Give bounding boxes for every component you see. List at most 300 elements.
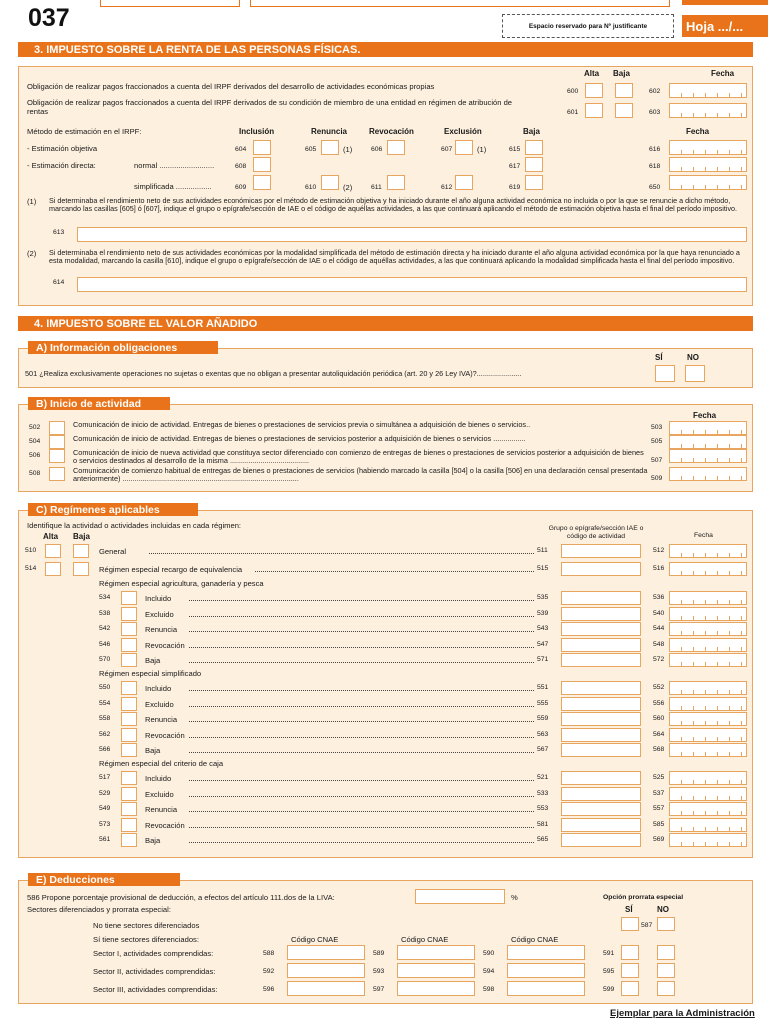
b-code-508: 508	[29, 470, 41, 477]
code-608: 608	[235, 163, 247, 170]
top-field-left	[100, 0, 240, 7]
date-field-540[interactable]	[669, 607, 747, 621]
activity-field-547[interactable]	[561, 638, 641, 652]
checkbox-538[interactable]	[121, 607, 137, 621]
activity-field-515[interactable]	[561, 562, 641, 576]
c-label-573: Revocación	[145, 820, 185, 830]
date-field-548[interactable]	[669, 638, 747, 652]
b-text-502: Comunicación de inicio de actividad. Entregas de bienes o prestaciones de servicios previa o simultánea a adquisición de bienes o servicios..	[73, 420, 531, 429]
a-si-header: SÍ	[655, 353, 663, 362]
activity-field-555[interactable]	[561, 697, 641, 711]
activity-field-571[interactable]	[561, 653, 641, 667]
col-fecha: Fecha	[711, 69, 735, 78]
code-650: 650	[649, 184, 661, 191]
c-code-536: 536	[653, 594, 665, 601]
col-baja: Baja	[613, 69, 630, 78]
c-code-521: 521	[537, 774, 549, 781]
c-code-511: 511	[537, 547, 548, 554]
code-596: 596	[263, 986, 275, 993]
b-fecha-header: Fecha	[693, 411, 717, 420]
date-field-507[interactable]	[669, 449, 747, 463]
activity-field-511[interactable]	[561, 544, 641, 558]
section-4-title: 4. IMPUESTO SOBRE EL VALOR AÑADIDO	[18, 316, 753, 331]
code-615: 615	[509, 146, 521, 153]
field-586-percent[interactable]	[415, 889, 505, 904]
c-code-537: 537	[653, 789, 665, 797]
checkbox-601[interactable]	[585, 103, 603, 118]
checkbox-591-si[interactable]	[621, 945, 639, 960]
checkbox-605[interactable]	[321, 140, 339, 155]
code-611: 611	[371, 184, 382, 191]
cnae-header-1: Código CNAE	[291, 935, 339, 944]
code-588: 588	[263, 950, 275, 957]
question-501: 501 ¿Realiza exclusivamente operaciones no sujetas o exentas que no obligan a presentar autoliquidación periódica (art. 20 y 26 Ley IVA)?......................	[25, 369, 522, 378]
code-598: 598	[483, 986, 495, 993]
code-606: 606	[371, 146, 383, 153]
c-leader-538	[189, 616, 534, 617]
cnae-field-589[interactable]	[397, 945, 475, 960]
checkbox-602-baja[interactable]	[615, 83, 633, 98]
e-si-header: SÍ	[625, 905, 633, 914]
field-613[interactable]	[77, 227, 747, 242]
checkbox-alta-510[interactable]	[45, 544, 61, 558]
col-fecha-method: Fecha	[686, 127, 710, 136]
mark-1-605: (1)	[343, 145, 353, 154]
code-609: 609	[235, 184, 247, 191]
c-code-567: 567	[537, 746, 549, 753]
iva-c-panel	[18, 510, 753, 858]
checkbox-619[interactable]	[525, 175, 543, 190]
obligation-1: Obligación de realizar pagos fraccionados a cuenta del IRPF derivados del desarrollo de actividades económicas propias	[27, 82, 435, 91]
sheet-label: Hoja .../...	[682, 15, 768, 37]
c-label-546: Revocación	[145, 640, 185, 650]
date-field-552[interactable]	[669, 681, 747, 695]
activity-field-581[interactable]	[561, 818, 641, 832]
checkbox-573[interactable]	[121, 818, 137, 832]
checkbox-566[interactable]	[121, 743, 137, 757]
date-field-602[interactable]	[669, 83, 747, 98]
code-614: 614	[53, 279, 65, 286]
c-code-569: 569	[653, 836, 665, 843]
b-code-504: 504	[29, 438, 41, 445]
c-fecha-header: Fecha	[694, 532, 713, 539]
c-alta-header: Alta	[43, 532, 59, 541]
cnae-field-596[interactable]	[287, 981, 365, 996]
c-leader-550	[189, 690, 534, 691]
checkbox-606[interactable]	[387, 140, 405, 155]
code-592: 592	[263, 968, 275, 975]
checkbox-alta-514[interactable]	[45, 562, 61, 576]
code-597: 597	[373, 986, 385, 993]
c-code-550: 550	[99, 684, 111, 691]
b-fcode-505: 505	[651, 438, 663, 445]
cnae-field-597[interactable]	[397, 981, 475, 996]
c-code-546: 546	[99, 640, 111, 648]
c-code-549: 549	[99, 805, 111, 812]
c-code-552: 552	[653, 684, 665, 691]
date-field-544[interactable]	[669, 622, 747, 636]
note-1: Si determinaba el rendimiento neto de sus actividades económicas por el método de estimación objetiva y ha iniciado durante el año alguna actividad económica no incluida o por la que se renuncie a dicho método, marcando las casillas [605] ó [607], indique el grupo o epígrafe/sección de IAE o el código de aquéllas actividades, a las que continuará aplicando el método de estimación objetiva hasta el final del período impositivo.	[49, 196, 738, 213]
code-601: 601	[567, 109, 579, 116]
top-field-right	[250, 0, 670, 7]
c-leader-510	[149, 553, 534, 554]
date-field-603[interactable]	[669, 103, 747, 118]
note-2: Si determinaba el rendimiento neto de sus actividades económicas por la modalidad simplificada del método de estimación directa y ha iniciado durante el año alguna actividad económica por la que haya renunciado a esta modalidad, marcando la casilla [610], indique el grupo o epígrafe/sección de IAE o el código de aquéllas actividades, a las que continuará aplicando la modalidad simplificada hasta el final del período impositivo.	[49, 248, 740, 265]
checkbox-599-no[interactable]	[657, 981, 675, 996]
cnae-field-592[interactable]	[287, 963, 365, 978]
a-no-header: NO	[687, 353, 699, 362]
checkbox-506[interactable]	[49, 449, 65, 463]
col-revocacion: Revocación	[369, 127, 414, 136]
checkbox-501-no[interactable]	[685, 365, 705, 382]
e-no-header: NO	[657, 905, 669, 914]
c-label-554: Excluido	[145, 699, 174, 709]
c-label-538: Excluido	[145, 609, 174, 619]
footer-copy-label: Ejemplar para la Administración	[610, 1008, 755, 1019]
code-604: 604	[235, 146, 247, 153]
c-label-534: Incluido	[145, 594, 172, 603]
checkbox-562[interactable]	[121, 728, 137, 742]
c-label-510: General	[99, 547, 127, 556]
date-field-572[interactable]	[669, 653, 747, 667]
c-code-542: 542	[99, 625, 111, 632]
c-leader-558	[189, 721, 534, 722]
c-code-571: 571	[537, 656, 549, 663]
checkbox-570[interactable]	[121, 653, 137, 667]
checkbox-591-no[interactable]	[657, 945, 675, 960]
iva-a-panel	[18, 348, 753, 388]
checkbox-542[interactable]	[121, 622, 137, 636]
cnae-field-590[interactable]	[507, 945, 585, 960]
col-renuncia: Renuncia	[311, 127, 348, 136]
b-fcode-509: 509	[651, 475, 663, 482]
checkbox-529[interactable]	[121, 787, 137, 801]
checkbox-baja-510[interactable]	[73, 544, 89, 558]
code-605: 605	[305, 146, 317, 153]
activity-field-559[interactable]	[561, 712, 641, 726]
c-code-557: 557	[653, 805, 665, 812]
c-code-570: 570	[99, 656, 111, 663]
code-618: 618	[649, 163, 661, 170]
c-leader-546	[189, 647, 534, 648]
c-code-517: 517	[99, 774, 111, 781]
c-code-565: 565	[537, 836, 549, 843]
model-number: 037	[28, 4, 70, 32]
c-label-542: Renuncia	[145, 625, 178, 634]
col-baja-method: Baja	[523, 127, 540, 136]
date-field-557[interactable]	[669, 802, 747, 816]
cnae-field-588[interactable]	[287, 945, 365, 960]
c-code-535: 535	[537, 594, 549, 601]
c-code-543: 543	[537, 625, 549, 632]
c-group-header: Grupo o epígrafe/sección IAE o código de actividad	[548, 525, 644, 540]
code-591: 591	[603, 950, 615, 957]
activity-field-567[interactable]	[561, 743, 641, 757]
b-text-504: Comunicación de inicio de actividad. Entregas de bienes o prestaciones de servicios posterior a adquisición de bienes o servicios ................	[73, 434, 526, 443]
sectors-label: Sectores diferenciados y prorrata especial:	[27, 905, 171, 914]
activity-field-551[interactable]	[561, 681, 641, 695]
code-594: 594	[483, 968, 495, 975]
subsection-b-title: B) Inicio de actividad	[28, 397, 170, 410]
checkbox-504[interactable]	[49, 435, 65, 449]
cnae-header-2: Código CNAE	[401, 935, 449, 944]
checkbox-595-si[interactable]	[621, 963, 639, 978]
c-code-512: 512	[653, 547, 665, 554]
c-leader-517	[189, 780, 534, 781]
c-leader-561	[189, 842, 534, 843]
code-612: 612	[441, 184, 453, 191]
c-code-514: 514	[25, 565, 37, 572]
mark-2-610: (2)	[343, 183, 353, 192]
code-613: 613	[53, 229, 65, 236]
c-code-561: 561	[99, 836, 111, 843]
b-fcode-503: 503	[651, 424, 663, 431]
subsection-e-title: E) Deducciones	[28, 873, 180, 886]
b-code-502: 502	[29, 424, 41, 431]
sector-label-3: Sector III, actividades comprendidas:	[93, 985, 218, 994]
c-code-568: 568	[653, 746, 665, 753]
c-label-517: Incluido	[145, 774, 172, 783]
subsection-a-title: A) Información obligaciones	[28, 341, 218, 354]
checkbox-615[interactable]	[525, 140, 543, 155]
b-text-508: Comunicación de comienzo habitual de entregas de bienes o prestaciones de servicios (habiendo marcado la casilla [504] o la casilla [506] en una declaración censal presentada anteriormente) .......................................................................................	[73, 466, 648, 483]
code-610: 610	[305, 184, 317, 191]
date-field-568[interactable]	[669, 743, 747, 757]
code-590: 590	[483, 950, 495, 957]
code-607: 607	[441, 146, 453, 153]
cnae-field-593[interactable]	[397, 963, 475, 978]
code-616: 616	[649, 146, 661, 153]
checkbox-550[interactable]	[121, 681, 137, 695]
c-leader-542	[189, 631, 534, 632]
note-1-marker: (1)	[27, 197, 37, 206]
activity-field-539[interactable]	[561, 607, 641, 621]
col-exclusion: Exclusión	[444, 127, 482, 136]
checkbox-517[interactable]	[121, 771, 137, 785]
date-field-560[interactable]	[669, 712, 747, 726]
c-code-559: 559	[537, 715, 549, 722]
checkbox-612[interactable]	[455, 175, 473, 190]
c-leader-573	[189, 827, 534, 828]
est-objetiva-label: - Estimación objetiva	[27, 144, 98, 153]
checkbox-554[interactable]	[121, 697, 137, 711]
date-field-569[interactable]	[669, 833, 747, 847]
activity-field-553[interactable]	[561, 802, 641, 816]
c-code-554: 554	[99, 699, 111, 707]
c-intro: Identifique la actividad o actividades incluidas en cada régimen:	[27, 521, 242, 530]
code-619: 619	[509, 184, 521, 191]
activity-field-563[interactable]	[561, 728, 641, 742]
c-code-540: 540	[653, 609, 665, 617]
checkbox-611[interactable]	[387, 175, 405, 190]
opcion-prorrata: Opción prorrata especial	[603, 894, 684, 901]
date-field-650[interactable]	[669, 175, 747, 190]
checkbox-608[interactable]	[253, 157, 271, 172]
c-leader-534	[189, 600, 534, 601]
c-code-516: 516	[653, 565, 665, 572]
checkbox-607[interactable]	[455, 140, 473, 155]
activity-field-521[interactable]	[561, 771, 641, 785]
c-code-548: 548	[653, 640, 665, 648]
c-code-515: 515	[537, 565, 549, 572]
date-field-503[interactable]	[669, 421, 747, 435]
checkbox-534[interactable]	[121, 591, 137, 605]
code-599: 599	[603, 986, 615, 993]
c-label-549: Renuncia	[145, 805, 178, 814]
sector-label-2: Sector II, actividades comprendidas:	[93, 967, 216, 976]
date-field-536[interactable]	[669, 591, 747, 605]
c-code-525: 525	[653, 774, 665, 781]
c-leader-566	[189, 752, 534, 753]
c-code-562: 562	[99, 730, 111, 738]
checkbox-502[interactable]	[49, 421, 65, 435]
checkbox-baja-514[interactable]	[73, 562, 89, 576]
c-code-555: 555	[537, 699, 549, 707]
code-602: 602	[649, 88, 661, 95]
c-code-558: 558	[99, 715, 111, 722]
c-code-556: 556	[653, 699, 665, 707]
c-code-553: 553	[537, 805, 549, 812]
c-code-510: 510	[25, 547, 37, 554]
checkbox-561[interactable]	[121, 833, 137, 847]
c-leader-514	[255, 571, 534, 572]
date-field-509[interactable]	[669, 467, 747, 481]
activity-field-565[interactable]	[561, 833, 641, 847]
checkbox-617[interactable]	[525, 157, 543, 172]
b-fcode-507: 507	[651, 457, 663, 464]
checkbox-600[interactable]	[585, 83, 603, 98]
cnae-header-3: Código CNAE	[511, 935, 559, 944]
c-leader-554	[189, 706, 534, 707]
has-sectors-label: Sí tiene sectores diferenciados:	[93, 935, 199, 944]
c-label-570: Baja	[145, 656, 161, 665]
c-leader-549	[189, 811, 534, 812]
c-label-550: Incluido	[145, 684, 172, 693]
date-field-505[interactable]	[669, 435, 747, 449]
c-baja-header: Baja	[73, 532, 90, 541]
checkbox-587-no[interactable]	[657, 917, 675, 931]
date-field-512[interactable]	[669, 544, 747, 558]
b-code-506: 506	[29, 452, 41, 459]
c-code-533: 533	[537, 789, 549, 797]
code-600: 600	[567, 88, 579, 95]
code-617: 617	[509, 163, 521, 170]
c-label-561: Baja	[145, 836, 161, 845]
code-595: 595	[603, 968, 615, 975]
c-label-562: Revocación	[145, 730, 185, 740]
method-label: Método de estimación en el IRPF:	[27, 127, 142, 136]
col-alta: Alta	[584, 69, 600, 78]
reserved-space: Espacio reservado para Nº justificante	[502, 14, 674, 38]
normal-label: normal ..........................	[134, 161, 215, 170]
checkbox-603-baja[interactable]	[615, 103, 633, 118]
c-code-573: 573	[99, 820, 111, 828]
date-field-537[interactable]	[669, 787, 747, 801]
cnae-field-594[interactable]	[507, 963, 585, 978]
code-603: 603	[649, 109, 661, 116]
c-code-538: 538	[99, 609, 111, 617]
irpf-panel	[18, 66, 753, 306]
c-code-547: 547	[537, 640, 549, 648]
activity-field-535[interactable]	[561, 591, 641, 605]
sector-label-1: Sector I, actividades comprendidas:	[93, 949, 214, 958]
activity-field-533[interactable]	[561, 787, 641, 801]
c-code-566: 566	[99, 746, 111, 753]
c-group-title-2: Régimen especial del criterio de caja	[99, 759, 224, 768]
c-leader-529	[189, 796, 534, 797]
c-code-572: 572	[653, 656, 665, 663]
percent-sign: %	[511, 893, 518, 902]
date-field-618[interactable]	[669, 157, 747, 172]
checkbox-546[interactable]	[121, 638, 137, 652]
c-code-581: 581	[537, 820, 549, 828]
checkbox-599-si[interactable]	[621, 981, 639, 996]
checkbox-609[interactable]	[253, 175, 271, 190]
c-leader-570	[189, 662, 534, 663]
c-code-529: 529	[99, 789, 111, 797]
page-label	[682, 0, 768, 5]
field-614[interactable]	[77, 277, 747, 292]
subsection-c-title: C) Regímenes aplicables	[28, 503, 198, 516]
c-label-514: Régimen especial recargo de equivalencia	[99, 565, 243, 574]
c-code-534: 534	[99, 594, 111, 601]
date-field-564[interactable]	[669, 728, 747, 742]
code-589: 589	[373, 950, 385, 957]
iva-b-panel	[18, 404, 753, 492]
c-label-558: Renuncia	[145, 715, 178, 724]
c-group-title-0: Régimen especial agricultura, ganadería y pesca	[99, 579, 264, 588]
question-586: 586 Propone porcentaje provisional de deducción, a efectos del artículo 111.dos de la LIVA:	[27, 893, 335, 902]
c-code-560: 560	[653, 715, 665, 722]
note-2-marker: (2)	[27, 249, 37, 258]
c-group-title-1: Régimen especial simplificado	[99, 669, 202, 678]
c-label-529: Excluido	[145, 789, 174, 799]
c-leader-562	[189, 737, 534, 738]
obligation-2: Obligación de realizar pagos fraccionados a cuenta del IRPF derivados de su condición de miembro de una entidad en régimen de atribución de rentas	[27, 98, 513, 116]
col-inclusion: Inclusión	[239, 127, 275, 136]
checkbox-508[interactable]	[49, 467, 65, 481]
est-directa-label: - Estimación directa:	[27, 161, 96, 170]
code-593: 593	[373, 968, 385, 975]
date-field-516[interactable]	[669, 562, 747, 576]
cnae-field-598[interactable]	[507, 981, 585, 996]
date-field-585[interactable]	[669, 818, 747, 832]
checkbox-595-no[interactable]	[657, 963, 675, 978]
checkbox-549[interactable]	[121, 802, 137, 816]
date-field-616[interactable]	[669, 140, 747, 155]
checkbox-587-si[interactable]	[621, 917, 639, 931]
code-587: 587	[641, 922, 653, 929]
iva-e-panel	[18, 880, 753, 1004]
checkbox-604[interactable]	[253, 140, 271, 155]
mark-1-607: (1)	[477, 145, 487, 154]
c-code-539: 539	[537, 609, 549, 617]
date-field-525[interactable]	[669, 771, 747, 785]
section-3-title: 3. IMPUESTO SOBRE LA RENTA DE LAS PERSONAS FÍSICAS.	[18, 42, 753, 57]
activity-field-543[interactable]	[561, 622, 641, 636]
checkbox-501-si[interactable]	[655, 365, 675, 382]
checkbox-610[interactable]	[321, 175, 339, 190]
c-code-551: 551	[537, 684, 549, 691]
checkbox-558[interactable]	[121, 712, 137, 726]
simplificada-label: simplificada .................	[134, 182, 212, 191]
no-sectors-label: No tiene sectores diferenciados	[93, 921, 200, 930]
date-field-556[interactable]	[669, 697, 747, 711]
c-code-585: 585	[653, 820, 665, 828]
c-code-563: 563	[537, 730, 549, 738]
c-code-544: 544	[653, 625, 665, 632]
c-label-566: Baja	[145, 746, 161, 755]
